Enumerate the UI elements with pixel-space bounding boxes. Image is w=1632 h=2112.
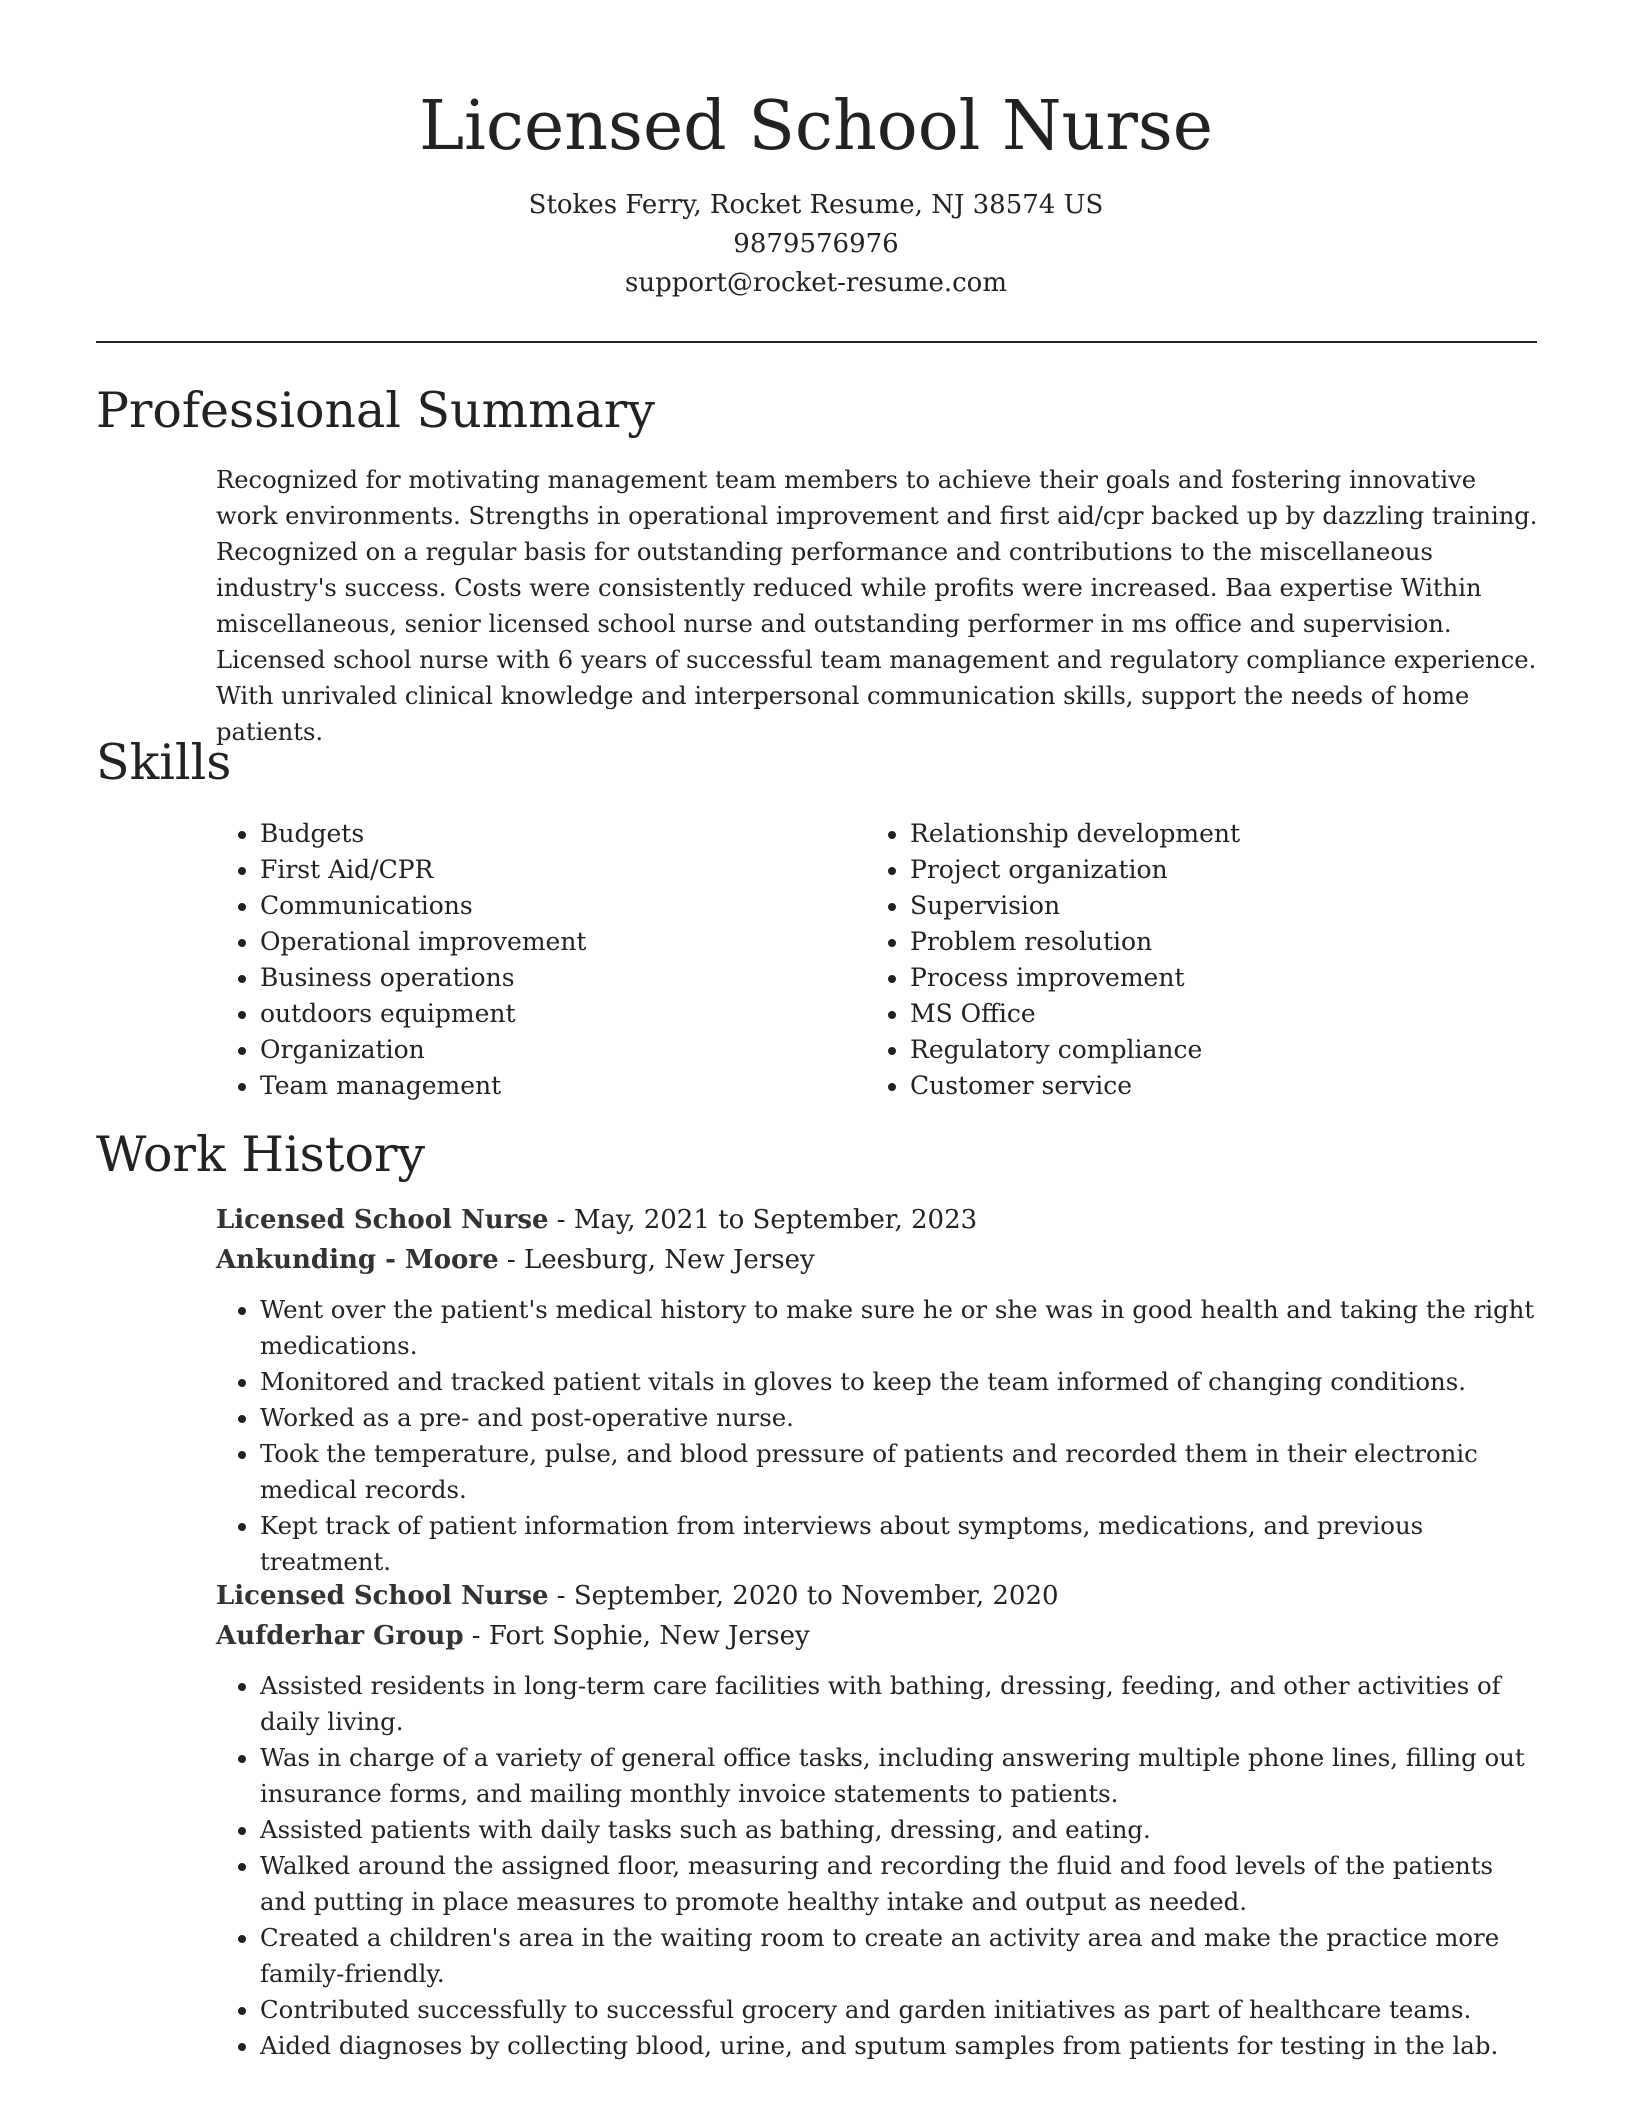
job-company-line [216, 1240, 1541, 1280]
skill-item: • Business operations [260, 960, 866, 996]
skill-item: • Communications [260, 888, 866, 924]
header-divider [96, 341, 1537, 343]
duty-item: • Monitored and tracked patient vitals in gloves to keep the team informed of changing conditions. [260, 1364, 1541, 1400]
duty-item: • Aided diagnoses by collecting blood, urine, and sputum samples from patients for testing in the lab. [260, 2028, 1541, 2064]
job-company: Ankunding - Moore [216, 1245, 499, 1275]
skill-item: • Organization [260, 1032, 866, 1068]
duty-item: • Contributed successfully to successful grocery and garden initiatives as part of healthcare teams. [260, 1992, 1541, 2028]
job-title-line [216, 1576, 1541, 1616]
skill-item: • Problem resolution [910, 924, 1530, 960]
job-location: - Leesburg, New Jersey [498, 1245, 815, 1275]
skill-item: • Operational improvement [260, 924, 866, 960]
skill-item: • outdoors equipment [260, 996, 866, 1032]
contact-info [0, 186, 1632, 303]
skills-column-right [866, 816, 1530, 1104]
skill-item: • First Aid/CPR [260, 852, 866, 888]
duty-item: • Kept track of patient information from interviews about symptoms, medications, and previous treatment. [260, 1508, 1541, 1580]
address-text: Stokes Ferry, Rocket Resume, NJ 38574 US [528, 190, 1104, 220]
email-text: support@rocket-resume.com [624, 268, 1007, 298]
skills-list [216, 816, 1536, 1104]
skill-item: • Process improvement [910, 960, 1530, 996]
job-dates: - September, 2020 to November, 2020 [548, 1581, 1059, 1611]
summary-text: Recognized for motivating management team members to achieve their goals and fostering innovative work environments. Strengths in operational improvement and first aid/cpr backed up by dazzling training. Recognized on a regular basis for outstanding performance and contributions to the miscellaneous industry's success. Costs were consistently reduced while profits were increased. Baa expertise Within miscellaneous, senior licensed school nurse and outstanding performer in ms office and supervision. Licensed school nurse with 6 years of successful team management and regulatory compliance experience. With unrivaled clinical knowledge and interpersonal communication skills, support the needs of home patients. [216, 466, 1538, 746]
duty-item: • Created a children's area in the waiting room to create an activity area and make the practice more family-friendly. [260, 1920, 1541, 1992]
duty-item: • Was in charge of a variety of general office tasks, including answering multiple phone lines, filling out insurance forms, and mailing monthly invoice statements to patients. [260, 1740, 1541, 1812]
skill-item: • Budgets [260, 816, 866, 852]
job-duties [216, 1668, 1541, 2064]
duty-item: • Assisted residents in long-term care facilities with bathing, dressing, feeding, and other activities of daily living. [260, 1668, 1541, 1740]
skills-heading: Skills [96, 734, 232, 791]
skill-item: • Team management [260, 1068, 866, 1104]
skill-item: • Project organization [910, 852, 1530, 888]
work-history-heading: Work History [96, 1126, 426, 1183]
job-entry [216, 1576, 1541, 2064]
skill-item: • Supervision [910, 888, 1530, 924]
duty-item: • Assisted patients with daily tasks such as bathing, dressing, and eating. [260, 1812, 1541, 1848]
duty-item: • Took the temperature, pulse, and blood pressure of patients and recorded them in their electronic medical records. [260, 1436, 1541, 1508]
job-entry [216, 1200, 1541, 1580]
summary-heading: Professional Summary [96, 382, 655, 439]
job-role: Licensed School Nurse [216, 1581, 549, 1611]
duty-item: • Worked as a pre- and post-operative nurse. [260, 1400, 1541, 1436]
job-duties [216, 1292, 1541, 1580]
job-location: - Fort Sophie, New Jersey [463, 1621, 810, 1651]
skill-item: • Customer service [910, 1068, 1530, 1104]
duty-item: • Walked around the assigned floor, measuring and recording the fluid and food levels of the patients and putting in place measures to promote healthy intake and output as needed. [260, 1848, 1541, 1920]
skill-item: • Regulatory compliance [910, 1032, 1530, 1068]
job-company-line [216, 1616, 1541, 1656]
candidate-name: Licensed School Nurse [419, 87, 1213, 166]
job-role: Licensed School Nurse [216, 1205, 549, 1235]
phone-text: 9879576976 [733, 229, 899, 259]
skill-item: • Relationship development [910, 816, 1530, 852]
job-title-line [216, 1200, 1541, 1240]
job-dates: - May, 2021 to September, 2023 [548, 1205, 978, 1235]
skill-item: • MS Office [910, 996, 1530, 1032]
job-company: Aufderhar Group [216, 1621, 464, 1651]
skills-column-left [216, 816, 866, 1104]
duty-item: • Went over the patient's medical history to make sure he or she was in good health and taking the right medications. [260, 1292, 1541, 1364]
resume-header [0, 82, 1632, 303]
